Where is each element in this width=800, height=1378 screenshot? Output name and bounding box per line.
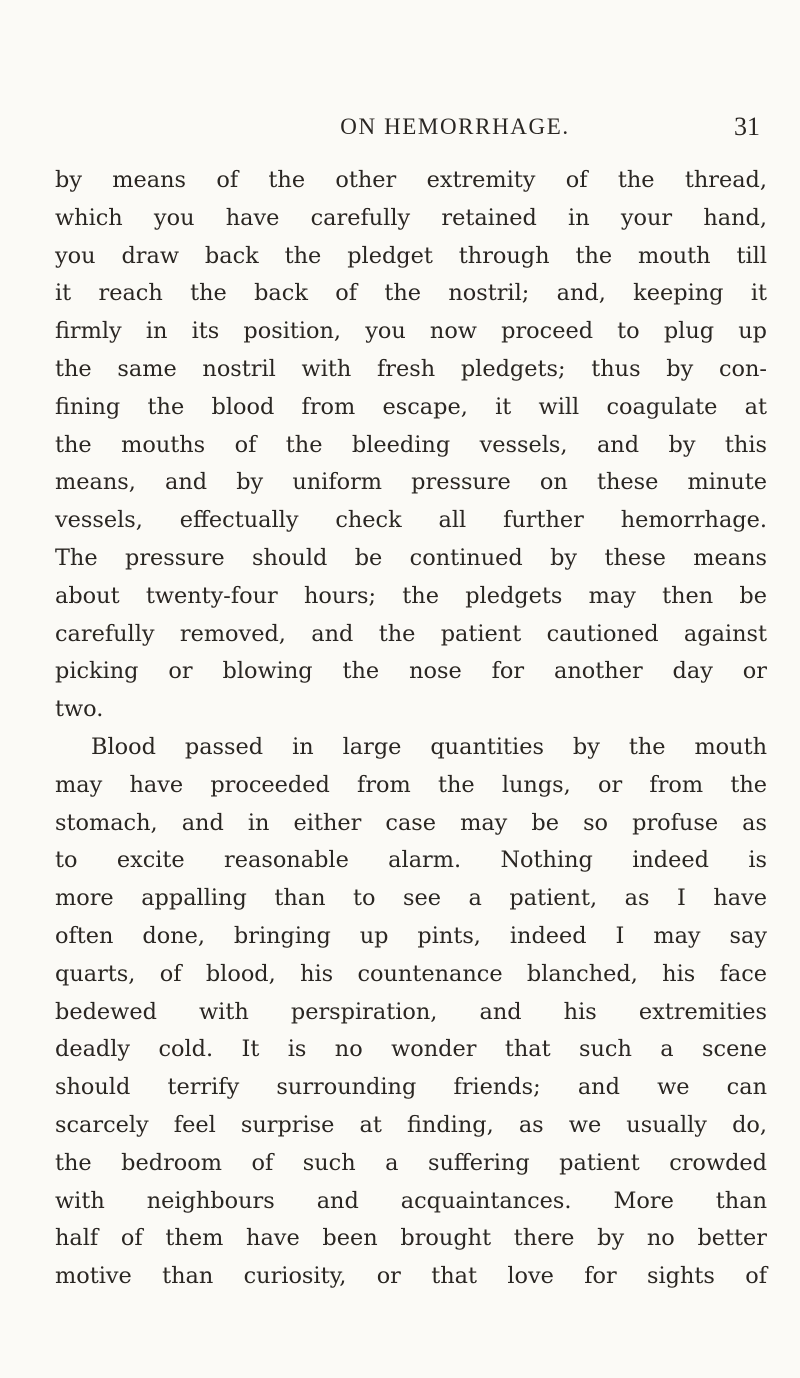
text-line: motive than curiosity, or that love for sights of	[55, 1263, 767, 1290]
text-line: stomach, and in either case may be so profuse as	[55, 809, 767, 836]
text-line: the bedroom of such a suffering patient crowded	[55, 1149, 767, 1176]
text-line: the mouths of the bleeding vessels, and by this	[55, 431, 767, 458]
text-line: two.	[55, 696, 104, 723]
page-header	[150, 112, 760, 148]
text-line: half of them have been brought there by no better	[55, 1225, 767, 1252]
text-line: you draw back the pledget through the mouth till	[55, 242, 767, 269]
text-line: may have proceeded from the lungs, or from the	[55, 771, 767, 798]
text-line: vessels, effectually check all further hemorrhage.	[55, 507, 767, 534]
text-line: by means of the other extremity of the thread,	[55, 167, 767, 193]
text-line: should terrify surrounding friends; and we can	[55, 1074, 767, 1101]
text-line: means, and by uniform pressure on these minute	[55, 469, 767, 496]
text-line: to excite reasonable alarm. Nothing indeed is	[55, 847, 767, 874]
text-line: scarcely feel surprise at finding, as we usually do,	[55, 1111, 767, 1138]
text-line: picking or blowing the nose for another day or	[55, 658, 767, 685]
body-text	[55, 162, 767, 1296]
text-line: more appalling than to see a patient, as I have	[55, 885, 767, 912]
text-line: the same nostril with fresh pledgets; thus by con-	[55, 355, 767, 382]
text-line: about twenty-four hours; the pledgets may then be	[55, 582, 767, 609]
text-line: The pressure should be continued by these means	[55, 544, 767, 571]
text-line: fining the blood from escape, it will coagulate at	[55, 393, 767, 420]
text-line: often done, bringing up pints, indeed I may say	[55, 922, 767, 949]
text-line: which you have carefully retained in your hand,	[55, 204, 767, 231]
text-line: firmly in its position, you now proceed to plug up	[55, 318, 767, 345]
text-line: Blood passed in large quantities by the mouth	[91, 733, 767, 760]
text-line: quarts, of blood, his countenance blanched, his face	[55, 960, 767, 987]
text-line: bedewed with perspiration, and his extremities	[55, 998, 767, 1025]
text-line: it reach the back of the nostril; and, keeping it	[55, 280, 767, 307]
page-number: 31	[734, 112, 760, 141]
text-line: carefully removed, and the patient cautioned against	[55, 620, 767, 647]
running-title: ON HEMORRHAGE.	[340, 114, 570, 139]
text-line: deadly cold. It is no wonder that such a scene	[55, 1036, 767, 1063]
text-line: with neighbours and acquaintances. More than	[55, 1187, 767, 1214]
